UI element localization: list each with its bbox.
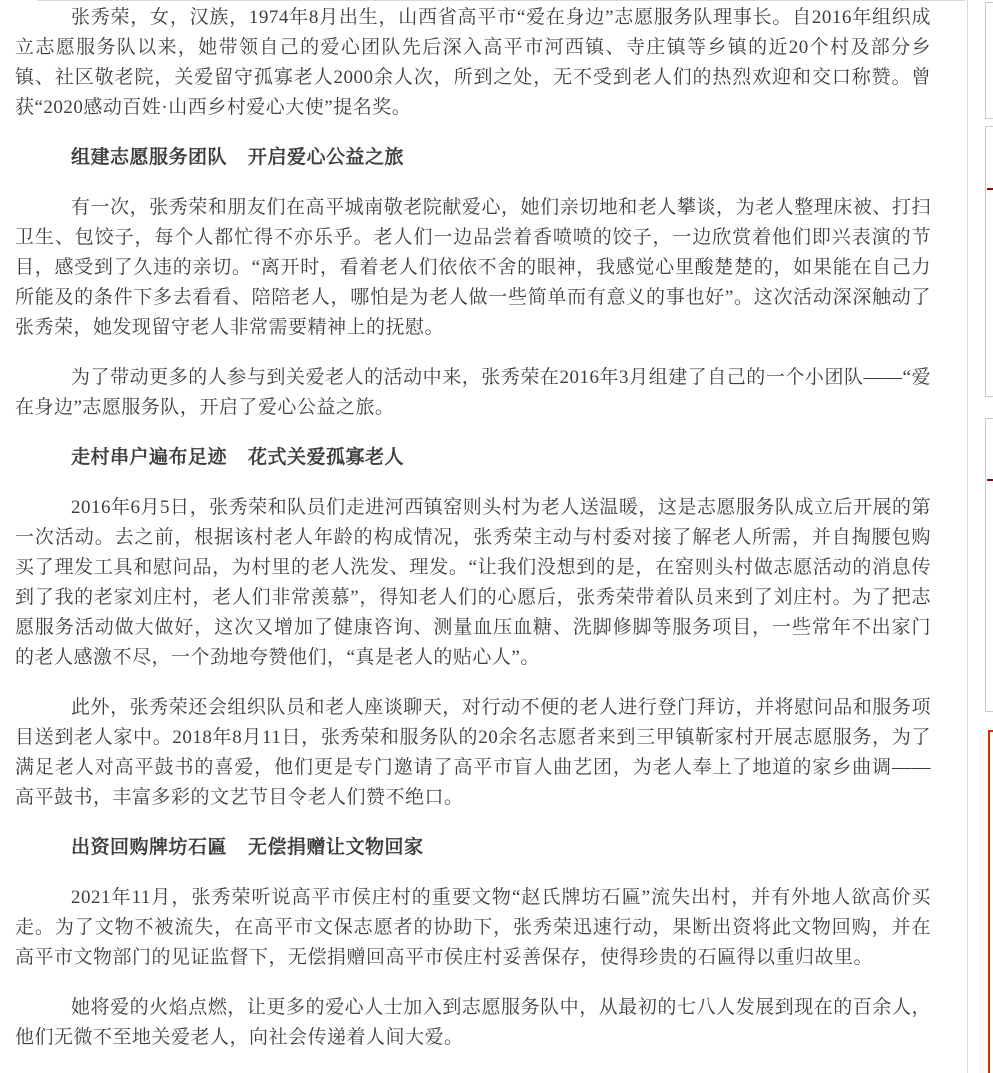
comment-bracket-2	[985, 126, 993, 397]
highlight-bracket-red	[988, 730, 993, 1073]
paragraph: 2021年11月，张秀荣听说高平市侯庄村的重要文物“赵氏牌坊石匾”流失出村，并有外地人欲高价买走。为了文物不被流失，在高平市文保志愿者的协助下，张秀荣迅速行动，果断出资将此文物回购，并在高平市文物部门的见证监督下，无偿捐赠回高平市侯庄村妥善保存，使得珍贵的石匾得以重归故里。	[15, 887, 931, 968]
section-heading-2: 走村串户遍布足迹 花式关爱孤寡老人	[71, 447, 405, 468]
margin-divider-line	[967, 0, 968, 1073]
revision-mark-icon	[987, 188, 993, 190]
paragraph: 为了带动更多的人参与到关爱老人的活动中来，张秀荣在2016年3月组建了自己的一个小团队——“爱在身边”志愿服务队，开启了爱心公益之旅。	[15, 367, 931, 418]
top-border-line	[37, 0, 965, 1]
section-heading-3: 出资回购牌坊石匾 无偿捐赠让文物回家	[71, 837, 424, 858]
revision-mark-icon	[987, 479, 993, 481]
paragraph-intro: 张秀荣，女，汉族，1974年8月出生，山西省高平市“爱在身边”志愿服务队理事长。自2016年组织成立志愿服务队以来，她带领自己的爱心团队先后深入高平市河西镇、寺庄镇等乡镇的近20个村及部分乡镇、社区敬老院，关爱留守孤寡老人2000余人次，所到之处，无不受到老人们的热烈欢迎和交口称赞。曾获“2020感动百姓·山西乡村爱心大使”提名奖。	[15, 7, 931, 118]
paragraph: 她将爱的火焰点燃，让更多的爱心人士加入到志愿服务队中，从最初的七八人发展到现在的百余人，他们无微不至地关爱老人，向社会传递着人间大爱。	[15, 997, 931, 1048]
paragraph: 有一次，张秀荣和朋友们在高平城南敬老院献爱心，她们亲切地和老人攀谈，为老人整理床被、打扫卫生、包饺子，每个人都忙得不亦乐乎。老人们一边品尝着香喷喷的饺子，一边欣赏着他们即兴表演的节目，感受到了久违的亲切。“离开时，看着老人们依依不舍的眼神，我感觉心里酸楚楚的，如果能在自己力所能及的条件下多去看看、陪陪老人，哪怕是为老人做一些简单而有意义的事也好”。这次活动深深触动了张秀荣，她发现留守老人非常需要精神上的抚慰。	[15, 197, 931, 338]
paragraph: 2016年6月5日，张秀荣和队员们走进河西镇窑则头村为老人送温暖，这是志愿服务队成立后开展的第一次活动。去之前，根据该村老人年龄的构成情况，张秀荣主动与村委对接了解老人所需，并自掏腰包购买了理发工具和慰问品，为村里的老人洗发、理发。“让我们没想到的是，在窑则头村做志愿活动的消息传到了我的老家刘庄村，老人们非常羡慕”，得知老人们的心愿后，张秀荣带着队员来到了刘庄村。为了把志愿服务活动做大做好，这次又增加了健康咨询、测量血压血糖、洗脚修脚等服务项目，一些常年不出家门的老人感激不尽，一个劲地夸赞他们，“真是老人的贴心人”。	[15, 497, 931, 668]
article-body	[15, 3, 931, 1073]
section-heading-1: 组建志愿服务团队 开启爱心公益之旅	[71, 147, 405, 168]
paragraph: 此外，张秀荣还会组织队员和老人座谈聊天，对行动不便的老人进行登门拜访，并将慰问品和服务项目送到老人家中。2018年8月11日，张秀荣和服务队的20余名志愿者来到三甲镇靳家村开展志愿服务，为了满足老人对高平鼓书的喜爱，他们更是专门邀请了高平市盲人曲艺团，为老人奉上了地道的家乡曲调——高平鼓书，丰富多彩的文艺节目令老人们赞不绝口。	[15, 697, 931, 808]
comment-bracket-1	[985, 2, 993, 119]
comment-bracket-3	[985, 418, 993, 712]
